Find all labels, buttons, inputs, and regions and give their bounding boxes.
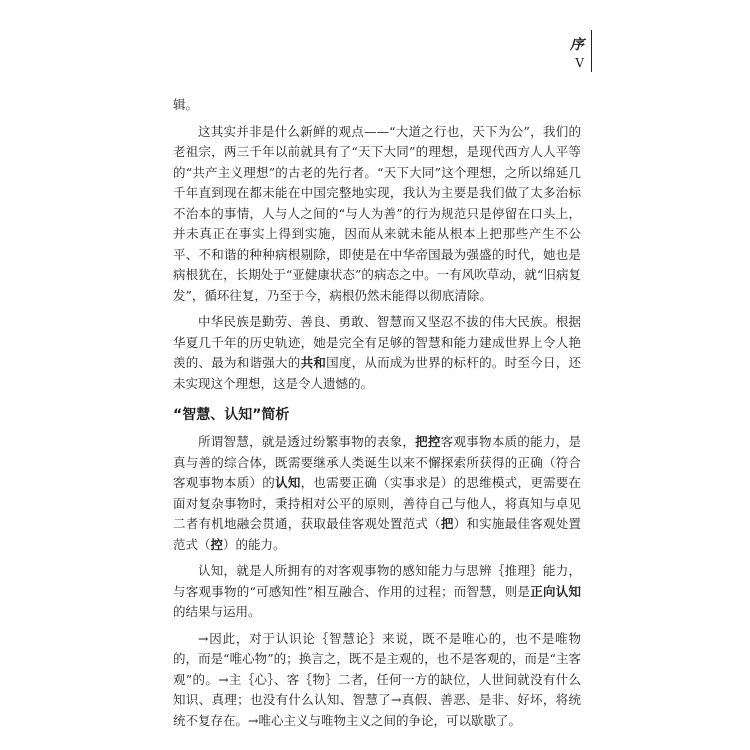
paragraph-datong	[173, 122, 581, 307]
paragraph-text: →因此，对于认识论｛智慧论｝来说，既不是唯心的，也不是唯物的，而是“唯心物”的；换言之，既不是主观的，也不是客观的，而是“主客观”的。→主｛心｝、客｛物｝二者，任何一方的缺位，人世间就没有什么知识、真理；也没有什么认知、智慧了→真假、善恶、是非、好坏，将统统不复存在。→唯心主义与唯物主义之间的争论，可以歇歇了。	[173, 630, 581, 728]
header-rule	[591, 30, 593, 72]
paragraph-text: 的结果与运用。	[173, 604, 261, 619]
bold-term: 正向认知	[530, 583, 581, 599]
paragraph-cognition	[173, 561, 581, 623]
paragraph-text: 辑。	[173, 97, 199, 112]
section-heading: “智慧、认知”简析	[173, 407, 290, 423]
paragraph-continued	[173, 95, 581, 116]
paragraph-text: 中华民族是勤劳、善良、勇敢、智慧而又坚忍不拔的伟大民族。根据华夏几千年的历史轨迹，她是完全有足够的智慧和能力建成世界上令人艳羡的、最为和谐强大的	[173, 314, 581, 370]
body-text	[173, 95, 581, 737]
bold-term: 把控	[415, 434, 441, 449]
paragraph-text: ）的能力。	[223, 536, 286, 552]
paragraph-text: ）和实施最佳客观处置范式（	[173, 516, 581, 552]
running-header	[532, 30, 592, 72]
paragraph-nation	[173, 312, 581, 394]
paragraph-text: 所谓智慧，就是透过纷繁事物的表象，	[198, 434, 416, 449]
paragraph-text: 认知，就是人所拥有的对客观事物的感知能力与思辨｛推理｝能力，与客观事物的“可感知性”相互融合、作用的过程；而智慧，则是	[173, 563, 581, 599]
paragraph-text: 国度，从而成为世界的标杆的。时至今日，还未实现这个理想，这是令人遗憾的。	[173, 355, 581, 391]
paragraph-wisdom	[173, 432, 581, 555]
section-title: 序	[570, 37, 584, 53]
paragraph-text: 客观事物本质的能力，是真与善的综合体，既需要继承人类诞生以来不懈探索所获得的正确（符合客观事物本质）的	[173, 434, 581, 490]
paragraph-epistemology	[173, 629, 581, 732]
bold-term: 认知	[275, 475, 301, 490]
paragraph-text: ，也需要正确（实事求是）的思维模式，更需要在面对复杂事物时，秉持相对公平的原则，善待自己与他人，将真知与卓见二者有机地融会贯通，获取最佳客观处置范式（	[173, 475, 581, 531]
bold-term: 把	[440, 516, 454, 531]
bold-term: 控	[210, 536, 224, 552]
bold-term: 共和	[300, 355, 327, 370]
page-number: V	[575, 56, 584, 70]
paragraph-text: 这其实并非是什么新鲜的观点——“大道之行也，天下为公”，我们的老祖宗，两三千年以前就具有了“天下大同”的理想，是现代西方人人平等的“共产主义理想”的古老的先行者。“天下大同”这个理想，之所以绵延几千年直到现在都未能在中国完整地实现，我认为主要是我们做了太多治标不治本的事情，人与人之间的“与人为善”的行为规范只是停留在口头上，并未真正在事实上得到实施，因而从来就未能从根本上把那些产生不公平、不和谐的种种病根剔除，即使是在中华帝国最为强盛的时代，她也是病根犹在，长期处于“亚健康状态”的病态之中。一有风吹草动，就“旧病复发”，循环往复，乃至于今，病根仍然未能得以彻底清除。	[173, 123, 581, 303]
